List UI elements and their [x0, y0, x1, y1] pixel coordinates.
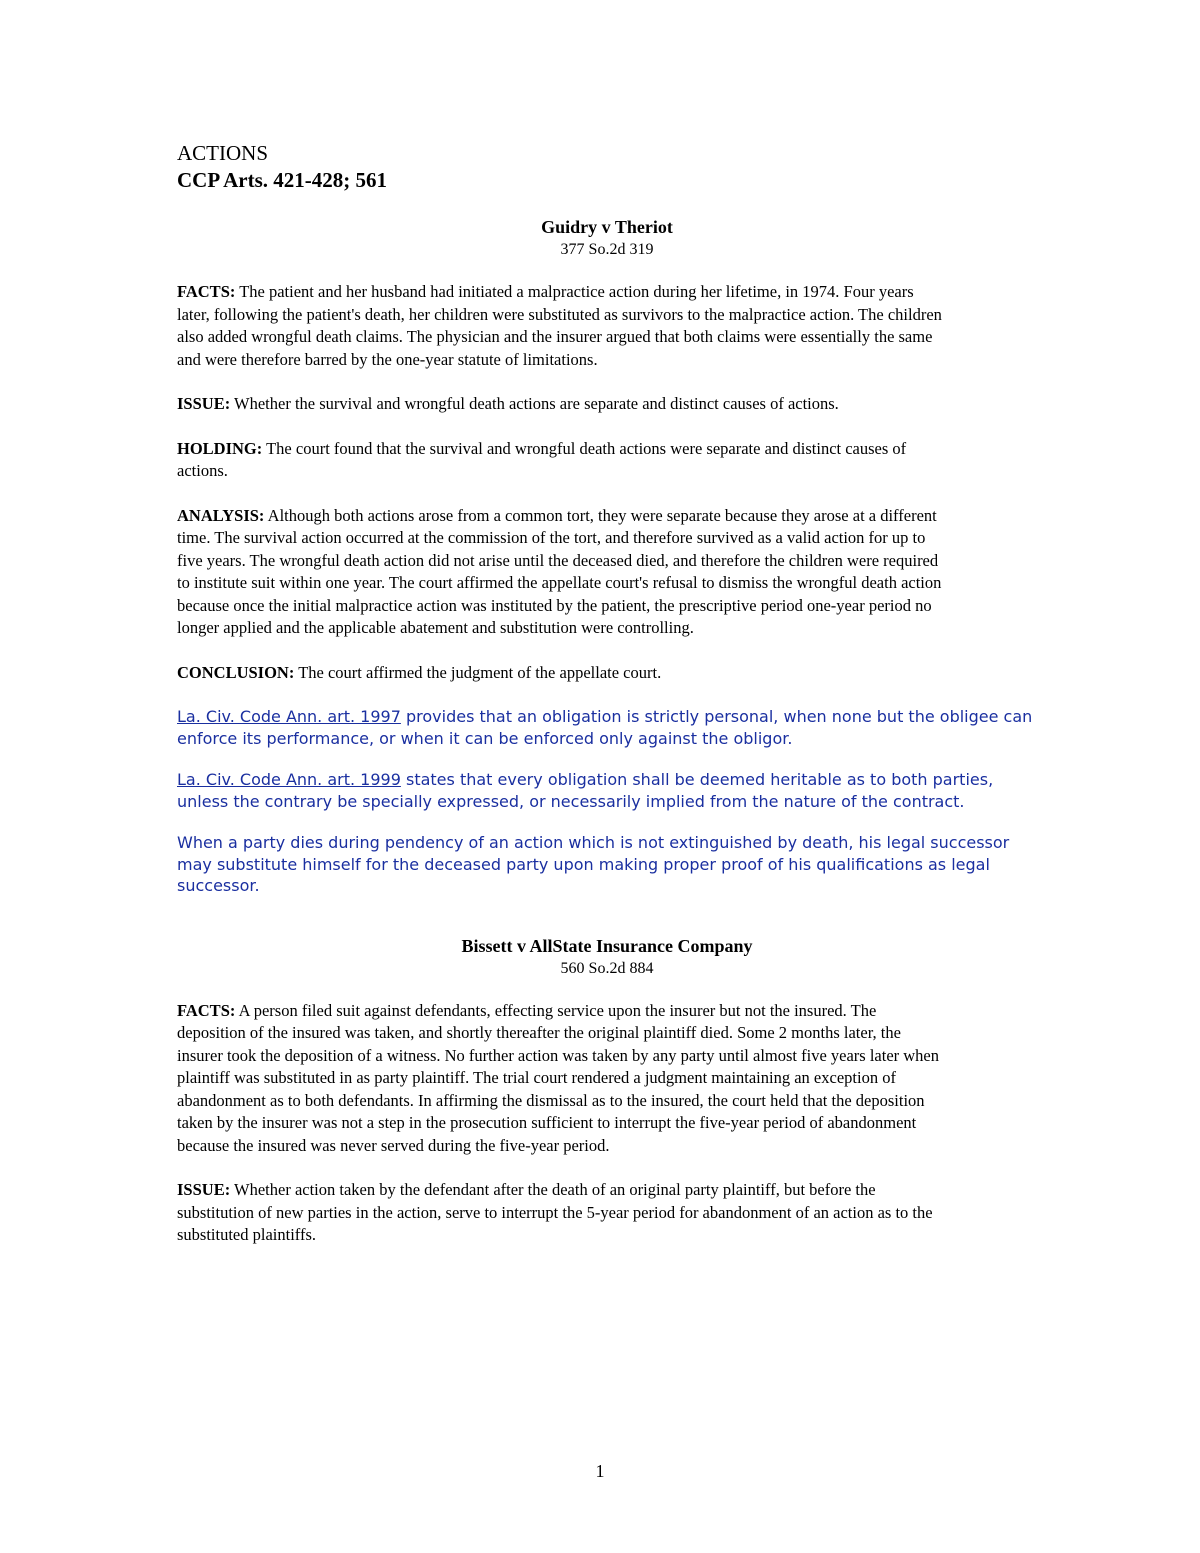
analysis-text: Although both actions arose from a common tort, they were separate because they arose at a different time. The survival action occurred at the commission of the tort, and therefore survived as a valid action for up to five years. The wrongful death action did not arise until the deceased died, and therefore the children were required to institute suit within one year. The court affirmed the appellate court's refusal to dismiss the wrongful death action because once the initial malpractice action was instituted by the patient, the prescriptive period one-year period no longer applied and the applicable abatement and substitution were controlling. — [177, 505, 942, 637]
facts-text: The patient and her husband had initiated a malpractice action during her lifetime, in 1974. Four years later, following the patient's death, her children were substituted as survivors to the malpractice action. The children also added wrongful death claims. The physician and the insurer argued that both claims were essentially the same and were therefore barred by the one-year statute of limitations. — [177, 282, 942, 369]
conclusion-paragraph — [177, 662, 942, 685]
link-art-1999[interactable]: La. Civ. Code Ann. art. 1999 — [177, 770, 401, 789]
case-title: Guidry v Theriot — [541, 217, 673, 237]
facts-paragraph — [177, 281, 942, 371]
document-page — [177, 140, 1037, 1269]
note-text: provides that an obligation is strictly personal, when none but the obligee can enforce its performance, or when it can be enforced only against the obligor. — [177, 707, 1033, 748]
note-art-1997 — [177, 706, 1037, 749]
case-bissett — [177, 935, 1037, 1247]
note-art-1999 — [177, 769, 1037, 812]
case-guidry — [177, 216, 1037, 897]
issue-paragraph — [177, 393, 942, 416]
issue-label: ISSUE: — [177, 394, 231, 413]
issue-paragraph — [177, 1179, 942, 1247]
issue-text: Whether action taken by the defendant after the death of an original party plaintiff, but before the substitution of new parties in the action, serve to interrupt the 5-year period for abandonment of an action as to the substituted plaintiffs. — [177, 1180, 933, 1244]
case-title: Bissett v AllState Insurance Company — [461, 935, 753, 956]
note-substitution — [177, 832, 1037, 897]
page-number: 1 — [595, 1461, 605, 1481]
holding-label: HOLDING: — [177, 438, 263, 458]
document-subtitle: CCP Arts. 421-428; 561 — [177, 168, 387, 192]
case-citation: 377 So.2d 319 — [560, 241, 654, 258]
note-text: states that every obligation shall be deemed heritable as to both parties, unless the contrary be specially expressed, or necessarily implied from the nature of the contract. — [177, 770, 994, 811]
conclusion-label: CONCLUSION: — [177, 662, 295, 682]
note-text: When a party dies during pendency of an action which is not extinguished by death, his legal successor may substitute himself for the deceased party upon making proper proof of his qualifications as legal successor. — [177, 833, 1010, 895]
facts-text: A person filed suit against defendants, effecting service upon the insurer but not the insured. The deposition of the insured was taken, and shortly thereafter the original plaintiff died. Some 2 months later, the insurer took the deposition of a witness. No further action was taken by any party until almost five years later when plaintiff was substituted in as party plaintiff. The trial court rendered a judgment maintaining an exception of abandonment as to both defendants. In affirming the dismissal as to the insured, the court held that the deposition taken by the insurer was not a step in the prosecution sufficient to interrupt the five-year period of abandonment because the insured was never served during the five-year period. — [177, 1000, 940, 1155]
facts-label: FACTS: — [177, 1000, 236, 1020]
holding-paragraph — [177, 438, 942, 483]
facts-label: FACTS: — [177, 282, 236, 301]
document-title: ACTIONS — [177, 141, 269, 165]
issue-label: ISSUE: — [177, 1180, 231, 1199]
issue-text: Whether the survival and wrongful death actions are separate and distinct causes of actions. — [234, 394, 839, 413]
link-art-1997[interactable]: La. Civ. Code Ann. art. 1997 — [177, 707, 401, 726]
case-citation: 560 So.2d 884 — [560, 959, 654, 977]
holding-text: The court found that the survival and wrongful death actions were separate and distinct causes of actions. — [177, 438, 907, 480]
conclusion-text: The court affirmed the judgment of the appellate court. — [298, 662, 662, 682]
analysis-paragraph — [177, 505, 942, 640]
analysis-label: ANALYSIS: — [177, 505, 265, 525]
facts-paragraph — [177, 1000, 942, 1158]
